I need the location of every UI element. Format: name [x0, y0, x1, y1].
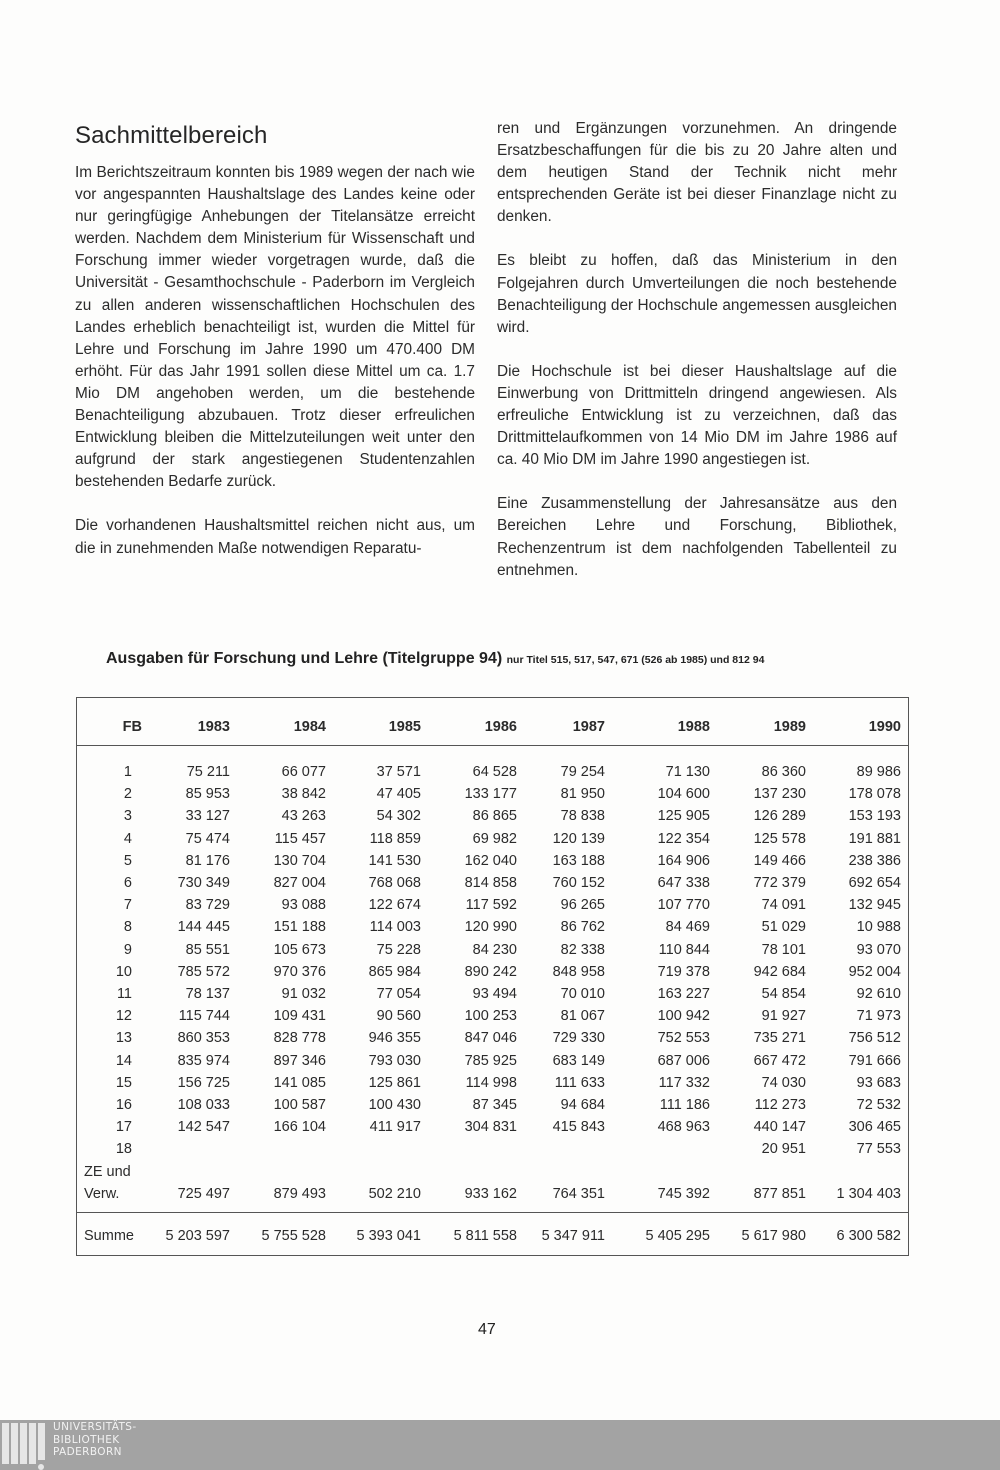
- table-cell: 115 457: [274, 831, 326, 847]
- paragraph: ren und Ergänzungen vorzunehmen. An dringende Ersatzbeschaffungen für die bis zu 20 Jahre alten und dem heutigen Stand der Technik nicht mehr entsprechenden Geräte ist bei dieser Finanzlage nicht zu denken.: [497, 120, 897, 226]
- table-title: [106, 650, 764, 668]
- table-cell: 5 203 597: [165, 1228, 230, 1244]
- table-cell: 847 046: [464, 1030, 517, 1046]
- table-cell: 71 130: [665, 764, 710, 780]
- section-heading: Sachmittelbereich: [75, 122, 268, 150]
- table-cell: 411 917: [369, 1119, 421, 1135]
- row-label: 4: [123, 831, 132, 847]
- column-header-year: 1986: [484, 719, 517, 735]
- column-header-year: 1983: [197, 719, 230, 735]
- table-cell: 117 592: [465, 897, 517, 913]
- table-cell: 10 988: [856, 919, 901, 935]
- table-row: [76, 1161, 909, 1183]
- table-cell: 166 104: [273, 1119, 326, 1135]
- table-cell: 848 958: [552, 964, 605, 980]
- table-row: [76, 1225, 909, 1247]
- table-header-row: [76, 716, 909, 738]
- table-row: [76, 1116, 909, 1138]
- table-cell: 5 347 911: [541, 1228, 605, 1244]
- table-cell: 108 033: [177, 1097, 230, 1113]
- table-cell: 191 881: [848, 831, 901, 847]
- table-cell: 96 265: [560, 897, 605, 913]
- table-cell: 100 430: [368, 1097, 421, 1113]
- table-cell: 835 974: [177, 1053, 230, 1069]
- table-row: [76, 761, 909, 783]
- table-cell: 92 610: [856, 986, 901, 1002]
- table-cell: 141 085: [273, 1075, 326, 1091]
- table-cell: 827 004: [273, 875, 326, 891]
- table-cell: 91 032: [281, 986, 326, 1002]
- table-cell: 86 360: [761, 764, 806, 780]
- table-row: [76, 1094, 909, 1116]
- table-cell: 90 560: [376, 1008, 421, 1024]
- table-row: [76, 805, 909, 827]
- table-cell: 687 006: [657, 1053, 710, 1069]
- table-cell: 141 530: [368, 853, 421, 869]
- table-cell: 149 466: [753, 853, 806, 869]
- table-cell: 865 984: [368, 964, 421, 980]
- table-cell: 683 149: [552, 1053, 605, 1069]
- table-cell: 33 127: [185, 808, 230, 824]
- table-cell: 828 778: [273, 1030, 326, 1046]
- table-cell: 162 040: [464, 853, 517, 869]
- table-cell: 163 227: [657, 986, 710, 1002]
- table-cell: 114 998: [465, 1075, 517, 1091]
- table-cell: 860 353: [177, 1030, 230, 1046]
- table-cell: 130 704: [273, 853, 326, 869]
- table-cell: 122 674: [368, 897, 421, 913]
- table-cell: 91 927: [761, 1008, 806, 1024]
- table-cell: 5 393 041: [356, 1228, 421, 1244]
- table-cell: 719 378: [657, 964, 710, 980]
- paragraph: Die vorhandenen Haushaltsmittel reichen nicht aus, um die in zunehmenden Maße notwendigen Reparatu-: [75, 517, 475, 557]
- table-cell: 933 162: [464, 1186, 517, 1202]
- table-cell: 81 176: [185, 853, 230, 869]
- table-cell: 764 351: [552, 1186, 605, 1202]
- table-cell: 772 379: [753, 875, 806, 891]
- table-cell: 74 030: [761, 1075, 806, 1091]
- table-cell: 110 844: [658, 942, 710, 958]
- table-title-subtitle: nur Titel 515, 517, 547, 671 (526 ab 1985) und 812 94: [506, 654, 765, 666]
- row-label: 3: [123, 808, 132, 824]
- table-cell: 440 147: [753, 1119, 806, 1135]
- table-cell: 100 253: [464, 1008, 517, 1024]
- table-cell: 785 572: [177, 964, 230, 980]
- row-label: 6: [123, 875, 132, 891]
- table-cell: 5 405 295: [645, 1228, 710, 1244]
- table-title-main: Ausgaben für Forschung und Lehre (Titelgruppe 94): [106, 650, 503, 667]
- table-cell: 304 831: [464, 1119, 517, 1135]
- table-cell: 93 494: [472, 986, 517, 1002]
- table-cell: 43 263: [281, 808, 326, 824]
- table-cell: 125 905: [657, 808, 710, 824]
- table-cell: 692 654: [848, 875, 901, 891]
- table-cell: 82 338: [560, 942, 605, 958]
- total-divider: [76, 1212, 909, 1213]
- table-cell: 952 004: [848, 964, 901, 980]
- table-cell: 93 088: [281, 897, 326, 913]
- table-cell: 785 925: [464, 1053, 517, 1069]
- row-label: 16: [115, 1097, 132, 1113]
- row-label: 8: [123, 919, 132, 935]
- row-label: 7: [123, 897, 132, 913]
- table-cell: 144 445: [177, 919, 230, 935]
- table-cell: 5 755 528: [261, 1228, 326, 1244]
- table-cell: 153 193: [848, 808, 901, 824]
- table-cell: 111 633: [554, 1075, 605, 1091]
- table-cell: 87 345: [472, 1097, 517, 1113]
- table-cell: 86 762: [560, 919, 605, 935]
- table-cell: 879 493: [273, 1186, 326, 1202]
- table-cell: 756 512: [848, 1030, 901, 1046]
- table-cell: 126 289: [753, 808, 806, 824]
- row-label: Summe: [84, 1228, 134, 1244]
- table-row: [76, 983, 909, 1005]
- logo-line: UNIVERSITÄTS-: [53, 1421, 137, 1433]
- table-cell: 104 600: [657, 786, 710, 802]
- table-cell: 890 242: [464, 964, 517, 980]
- table-cell: 117 332: [658, 1075, 710, 1091]
- table-cell: 125 578: [753, 831, 806, 847]
- table-cell: 178 078: [848, 786, 901, 802]
- table-cell: 111 186: [659, 1097, 710, 1113]
- table-cell: 768 068: [368, 875, 421, 891]
- table-cell: 78 101: [761, 942, 806, 958]
- table-cell: 72 532: [856, 1097, 901, 1113]
- row-label: 12: [115, 1008, 132, 1024]
- table-cell: 38 842: [281, 786, 326, 802]
- row-label: 2: [123, 786, 132, 802]
- table-cell: 735 271: [753, 1030, 806, 1046]
- table-cell: 85 551: [185, 942, 230, 958]
- table-cell: 112 273: [754, 1097, 806, 1113]
- row-label: 11: [116, 986, 132, 1002]
- table-cell: 877 851: [753, 1186, 806, 1202]
- table-cell: 78 838: [560, 808, 605, 824]
- table-cell: 77 553: [856, 1141, 901, 1157]
- table-cell: 942 684: [753, 964, 806, 980]
- row-label: Verw.: [84, 1186, 120, 1202]
- table-cell: 897 346: [273, 1053, 326, 1069]
- library-logo-icon: [0, 1420, 50, 1470]
- table-cell: 100 587: [273, 1097, 326, 1113]
- table-cell: 114 003: [369, 919, 421, 935]
- table-cell: 238 386: [848, 853, 901, 869]
- table-cell: 51 029: [761, 919, 806, 935]
- column-header-year: 1990: [868, 719, 901, 735]
- table-cell: 415 843: [552, 1119, 605, 1135]
- table-cell: 132 945: [848, 897, 901, 913]
- library-footer-bar: [0, 1420, 1000, 1470]
- table-cell: 1 304 403: [836, 1186, 901, 1202]
- table-cell: 115 744: [178, 1008, 230, 1024]
- table-cell: 70 010: [560, 986, 605, 1002]
- table-cell: 75 211: [186, 764, 230, 780]
- row-label: 17: [115, 1119, 132, 1135]
- table-row: [76, 1072, 909, 1094]
- table-cell: 118 859: [369, 831, 421, 847]
- table-cell: 163 188: [552, 853, 605, 869]
- table-cell: 791 666: [848, 1053, 901, 1069]
- table-cell: 20 951: [761, 1141, 806, 1157]
- table-cell: 69 982: [472, 831, 517, 847]
- table-row: [76, 1183, 909, 1205]
- table-cell: 81 067: [560, 1008, 605, 1024]
- library-logo-text: [53, 1421, 137, 1459]
- table-cell: 86 865: [472, 808, 517, 824]
- column-header-fb: FB: [122, 719, 142, 735]
- row-label: 13: [115, 1030, 132, 1046]
- row-label: ZE und: [84, 1164, 131, 1180]
- table-row: [76, 1138, 909, 1160]
- paragraph: Eine Zusammenstellung der Jahresansätze aus den Bereichen Lehre und Forschung, Bibliothek, Rechenzentrum ist dem nachfolgenden Tabellenteil zu entnehmen.: [497, 495, 897, 579]
- table-cell: 752 553: [657, 1030, 710, 1046]
- logo-line: PADERBORN: [53, 1446, 122, 1458]
- table-cell: 745 392: [657, 1186, 710, 1202]
- table-cell: 137 230: [753, 786, 806, 802]
- paragraph: Die Hochschule ist bei dieser Haushaltslage auf die Einwerbung von Drittmitteln dringend angewiesen. Als erfreuliche Entwicklung ist zu verzeichnen, daß das Drittmittelaufkommen von 14 Mio DM im Jahre 1986 auf ca. 40 Mio DM im Jahre 1990 angestiegen ist.: [497, 362, 897, 469]
- table-cell: 105 673: [273, 942, 326, 958]
- table-cell: 78 137: [185, 986, 230, 1002]
- table-cell: 37 571: [376, 764, 421, 780]
- table-cell: 729 330: [552, 1030, 605, 1046]
- table-cell: 107 770: [657, 897, 710, 913]
- row-label: 18: [115, 1141, 132, 1157]
- table-row: [76, 1005, 909, 1027]
- table-cell: 77 054: [376, 986, 421, 1002]
- table-cell: 84 469: [665, 919, 710, 935]
- table-cell: 120 990: [464, 919, 517, 935]
- table-cell: 793 030: [368, 1053, 421, 1069]
- table-cell: 133 177: [464, 786, 517, 802]
- table-cell: 122 354: [657, 831, 710, 847]
- table-cell: 164 906: [657, 853, 710, 869]
- table-cell: 468 963: [657, 1119, 710, 1135]
- table-cell: 125 861: [368, 1075, 421, 1091]
- table-cell: 306 465: [848, 1119, 901, 1135]
- table-row: [76, 894, 909, 916]
- table-cell: 6 300 582: [836, 1228, 901, 1244]
- table-cell: 142 547: [177, 1119, 230, 1135]
- column-header-year: 1984: [293, 719, 326, 735]
- table-cell: 647 338: [657, 875, 710, 891]
- table-cell: 730 349: [177, 875, 230, 891]
- column-header-year: 1987: [572, 719, 605, 735]
- table-cell: 667 472: [753, 1053, 806, 1069]
- table-cell: 75 474: [185, 831, 230, 847]
- table-cell: 725 497: [177, 1186, 230, 1202]
- table-cell: 54 854: [761, 986, 806, 1002]
- table-cell: 100 942: [657, 1008, 710, 1024]
- table-cell: 814 858: [464, 875, 517, 891]
- table-cell: 81 950: [560, 786, 605, 802]
- table-row: [76, 939, 909, 961]
- table-cell: 502 210: [368, 1186, 421, 1202]
- table-row: [76, 783, 909, 805]
- row-label: 14: [115, 1053, 132, 1069]
- table-cell: 109 431: [273, 1008, 326, 1024]
- row-label: 5: [123, 853, 132, 869]
- table-cell: 93 070: [856, 942, 901, 958]
- table-cell: 89 986: [856, 764, 901, 780]
- table-cell: 83 729: [185, 897, 230, 913]
- table-cell: 84 230: [472, 942, 517, 958]
- column-header-year: 1989: [773, 719, 806, 735]
- header-divider: [76, 745, 909, 746]
- table-cell: 64 528: [472, 764, 517, 780]
- table-cell: 120 139: [552, 831, 605, 847]
- right-text-column: [497, 118, 897, 604]
- left-text-column: [75, 162, 475, 582]
- table-cell: 54 302: [376, 808, 421, 824]
- table-cell: 946 355: [368, 1030, 421, 1046]
- table-cell: 75 228: [376, 942, 421, 958]
- row-label: 1: [123, 764, 132, 780]
- page-number: 47: [478, 1321, 496, 1338]
- table-row: [76, 828, 909, 850]
- table-cell: 79 254: [560, 764, 605, 780]
- paragraph: Im Berichtszeitraum konnten bis 1989 wegen der nach wie vor angespannten Haushaltslage des Landes keine oder nur geringfügige Anhebungen der Titelansätze erreicht werden. Nachdem dem Ministerium für Wissenschaft und Forschung immer wieder vorgetragen wurde, daß die Universität - Gesamthochschule - Paderborn im Vergleich zu allen anderen wissenschaftlichen Hochschulen des Landes erheblich benachteiligt ist, wurden die Mittel für Lehre und Forschung im Jahre 1990 um 470.400 DM erhöht. Für das Jahr 1991 sollen diese Mittel um ca. 1.7 Mio DM angehoben werden, um die bestehende Benachteiligung abzubauen. Trotz dieser erfreulichen Entwicklung bleiben die Mittelzuteilungen weit unter den aufgrund der stark angestiegenen Studentenzahlen bestehenden Bedarfe zurück.: [75, 164, 475, 491]
- table-cell: 93 683: [856, 1075, 901, 1091]
- table-cell: 85 953: [185, 786, 230, 802]
- table-cell: 5 811 558: [453, 1228, 517, 1244]
- table-cell: 970 376: [273, 964, 326, 980]
- logo-line: BIBLIOTHEK: [53, 1433, 120, 1446]
- table-cell: 66 077: [281, 764, 326, 780]
- table-row: [76, 1027, 909, 1049]
- table-row: [76, 1050, 909, 1072]
- table-row: [76, 872, 909, 894]
- paragraph: Es bleibt zu hoffen, daß das Ministerium in den Folgejahren durch Umverteilungen die noch bestehende Benachteiligung der Hochschule angemessen ausgleichen wird.: [497, 252, 897, 336]
- table-cell: 156 725: [177, 1075, 230, 1091]
- table-row: [76, 850, 909, 872]
- table-cell: 94 684: [560, 1097, 605, 1113]
- table-row: [76, 916, 909, 938]
- table-cell: 5 617 980: [741, 1228, 806, 1244]
- column-header-year: 1985: [388, 719, 421, 735]
- table-cell: 47 405: [376, 786, 421, 802]
- row-label: 9: [123, 942, 132, 958]
- table-cell: 760 152: [552, 875, 605, 891]
- row-label: 15: [115, 1075, 132, 1091]
- table-cell: 71 973: [856, 1008, 901, 1024]
- table-row: [76, 961, 909, 983]
- row-label: 10: [115, 964, 132, 980]
- table-cell: 151 188: [273, 919, 326, 935]
- table-cell: 74 091: [761, 897, 806, 913]
- column-header-year: 1988: [677, 719, 710, 735]
